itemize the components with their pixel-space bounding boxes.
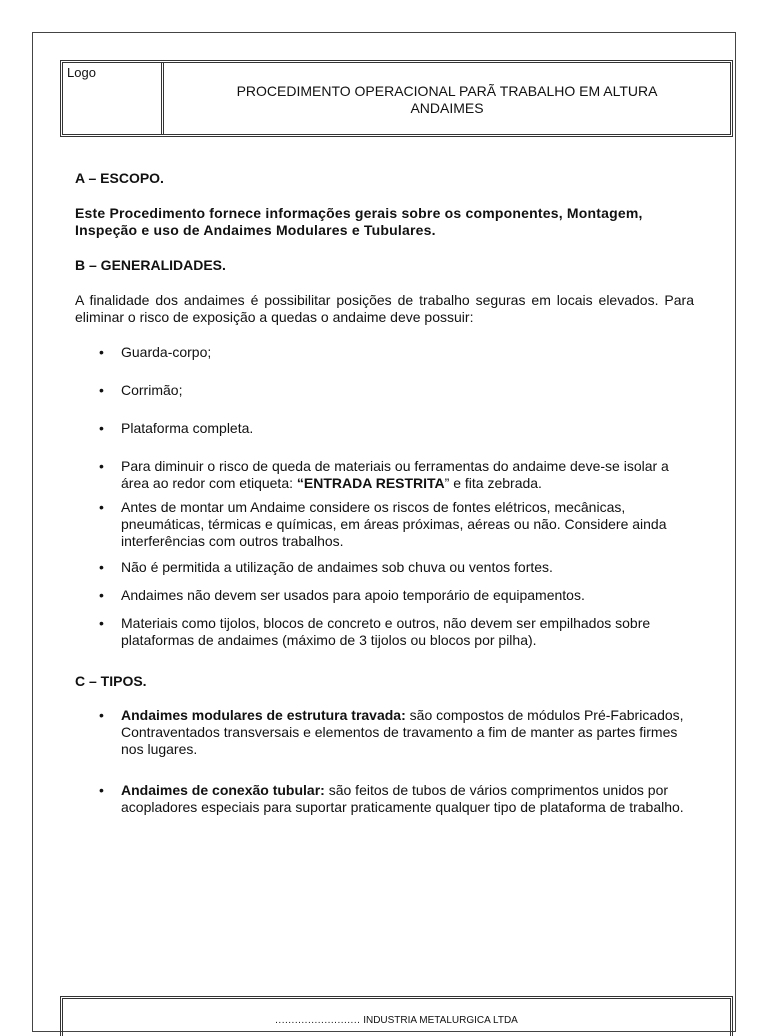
list-item [75,782,694,816]
document-title [164,63,730,134]
type-term: Andaimes modulares de estrutura travada: [121,707,406,723]
footer-dots: .......................... [275,1015,361,1026]
list-item: • Antes de montar um Andaime considere os riscos de fontes elétricos, mecânicas, pneumáticas, térmicas e químicas, em áreas próximas, aéreas ou não. Considere ainda interferências com outros trabalhos. [75,499,694,550]
list-item: • Andaimes não devem ser usados para apoio temporário de equipamentos. [75,587,694,604]
type-term: Andaimes de conexão tubular: [121,782,325,798]
document-header [60,60,733,137]
section-c-list [75,707,694,816]
title-line-2: ANDAIMES [410,99,484,116]
list-item: • Corrimão; [75,382,694,399]
type-description: são feitos de tubos de vários comprimentos unidos por acopladores especiais para suportar praticamente qualquer tipo de plataforma de trabalho. [121,782,684,815]
document-footer [60,996,733,1036]
footer-company: INDUSTRIA METALURGICA LTDA [363,1015,518,1026]
list-item [75,458,694,492]
section-a-heading: A – ESCOPO. [75,170,164,186]
list-item: • Plataforma completa. [75,420,694,437]
type-description: são compostos de módulos Pré-Fabricados, Contraventados transversais e elementos de travamento a fim de manter as partes firmes nos lugares. [121,707,684,757]
list-item [75,707,694,758]
section-b-list [75,344,694,649]
list-item-text: ” e fita zebrada. [444,475,542,491]
section-b-intro: A finalidade dos andaimes é possibilitar posições de trabalho seguras em locais elevados. Para eliminar o risco de exposição a quedas o andaime deve possuir: [75,292,694,325]
title-line-1: PROCEDIMENTO OPERACIONAL PARÃ TRABALHO EM ALTURA [236,82,658,99]
list-item: • Não é permitida a utilização de andaimes sob chuva ou ventos fortes. [75,559,694,576]
document-body [75,170,694,816]
section-c-heading: C – TIPOS. [75,673,147,689]
section-b-heading: B – GENERALIDADES. [75,257,226,273]
list-item: • Materiais como tijolos, blocos de concreto e outros, não devem ser empilhados sobre plataformas de andaimes (máximo de 3 tijolos ou blocos por pilha). [75,615,694,649]
logo-placeholder: Logo [63,63,164,134]
list-item-text: Para diminuir o risco de queda de materiais ou ferramentas do andaime deve-se isolar a área ao redor com etiqueta: [121,458,669,491]
list-item: • Guarda-corpo; [75,344,694,361]
restricted-entry-label: “ENTRADA RESTRITA [296,475,445,491]
section-a-text: Este Procedimento fornece informações gerais sobre os componentes, Montagem, Inspeção e uso de Andaimes Modulares e Tubulares. [75,205,643,238]
